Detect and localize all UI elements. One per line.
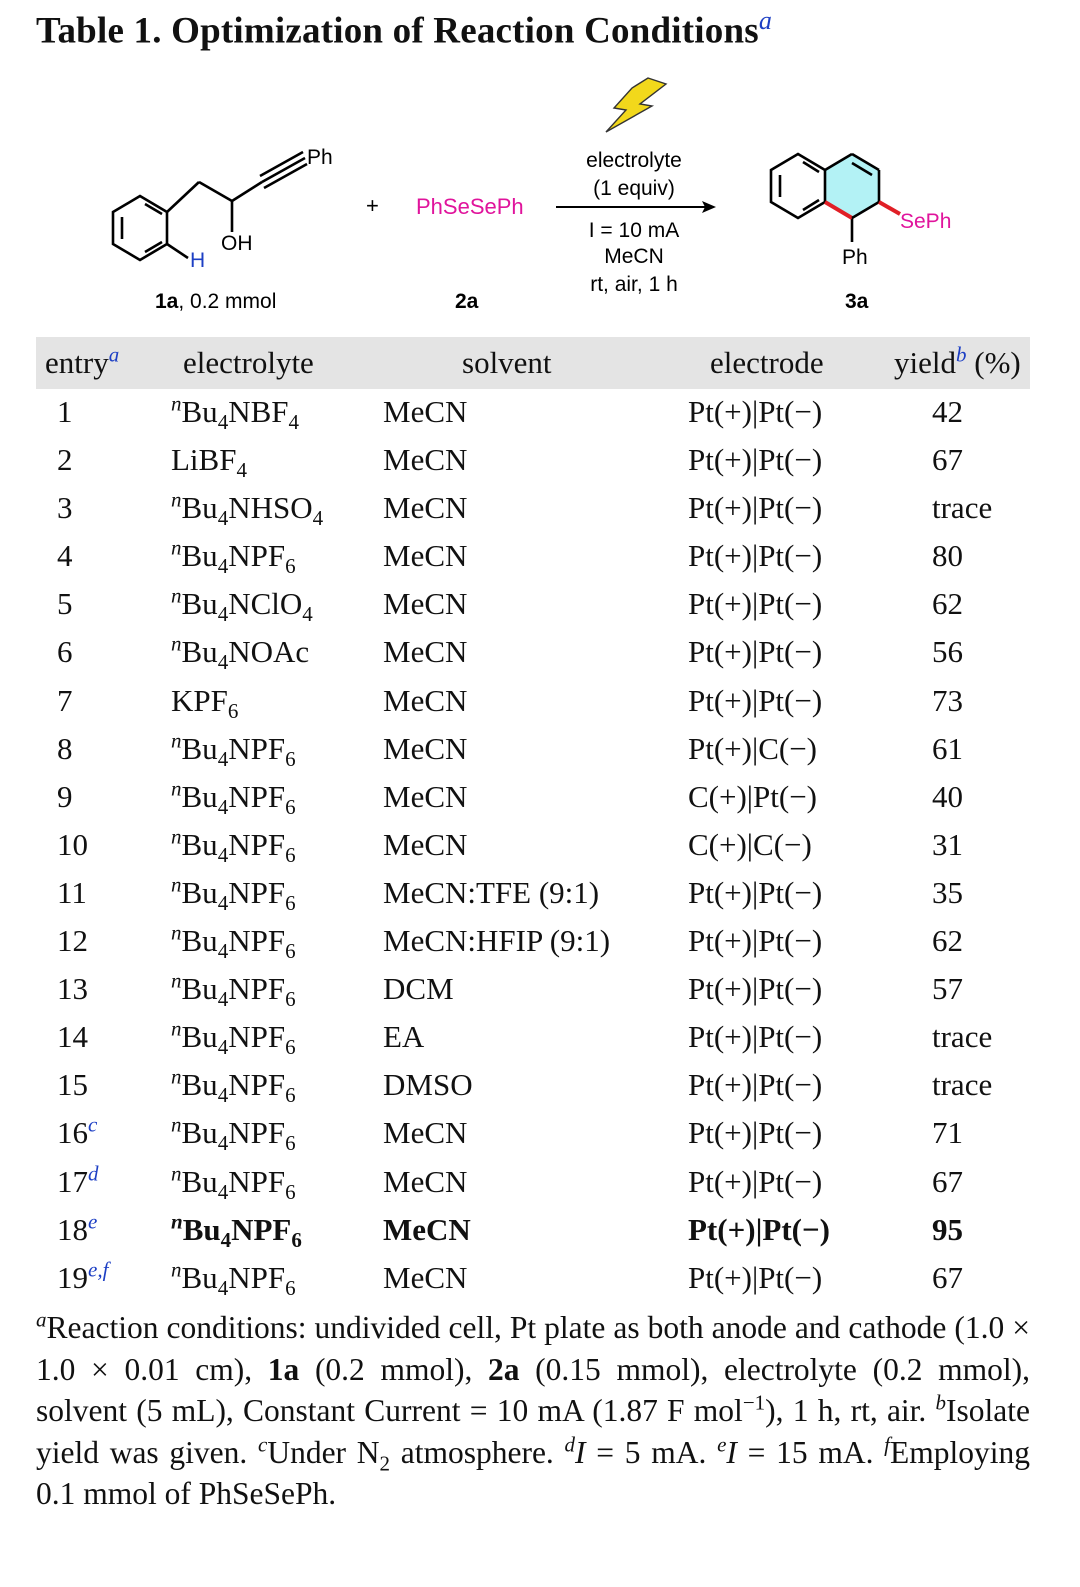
table-row <box>0 822 1080 870</box>
reactant2-formula: PhSeSePh <box>416 194 524 219</box>
reaction-scheme <box>0 70 1080 340</box>
cell-solvent: MeCN <box>383 586 468 622</box>
cell-entry: 17$^d$ <box>57 1161 99 1199</box>
column-header-entry: entry$^a$ <box>45 342 120 380</box>
table-footnote: $^a$Reaction conditions: undivided cell, Pt plate as both anode and cathode (1.0 × 1.0 × 0.01 cm), 1a (0.2 mmol), 2a (0.15 mmol), electrolyte (0.2 mmol), solvent (5 mL), Constant Current = 10 mA (1.87 F mol$^{-1}$), 1 h, rt, air. $^b$Isolate yield was given. $^c$Under $N_2$ atmosphere. $^d$I = 5 mA. $^e$I = 15 mA. $^f$Employing 0.1 mmol of PhSeSePh. <box>36 1307 1031 1511</box>
cell-yield: 95 <box>932 1211 963 1247</box>
cell-electrolyte: $^nBu_4NPF_6$ <box>171 1257 296 1300</box>
cell-solvent: EA <box>383 1019 425 1055</box>
reactant2-label: 2a <box>455 290 479 313</box>
cell-yield: 57 <box>932 971 963 1007</box>
cell-electrode: Pt(+)|Pt(−) <box>688 442 823 478</box>
table-row <box>0 726 1080 774</box>
product-label: 3a <box>845 290 869 313</box>
cell-electrode: Pt(+)|Pt(−) <box>688 634 823 670</box>
reactant1-oh-label: OH <box>221 232 253 255</box>
cell-entry: 4 <box>57 538 73 574</box>
cell-entry: 9 <box>57 778 73 814</box>
table-row <box>0 581 1080 629</box>
cell-yield: 67 <box>932 1259 963 1295</box>
reaction-conditions <box>586 149 682 296</box>
cell-solvent: MeCN <box>383 538 468 574</box>
cell-electrolyte: $^nBu_4NPF_6$ <box>171 1161 296 1204</box>
cell-entry: 16$^c$ <box>57 1113 98 1151</box>
table-row <box>0 389 1080 437</box>
cell-entry: 6 <box>57 634 73 670</box>
table-row <box>0 533 1080 581</box>
cell-electrode: Pt(+)|C(−) <box>688 730 817 766</box>
cell-electrolyte: $^nBu_4NPF_6$ <box>171 1113 296 1156</box>
cell-electrode: Pt(+)|Pt(−) <box>688 682 823 718</box>
table-row <box>0 437 1080 485</box>
plus-sign: + <box>366 193 379 218</box>
table-body <box>0 389 1080 1303</box>
cell-electrolyte: $^nBu_4NHSO_4$ <box>171 487 324 531</box>
cell-electrode: Pt(+)|Pt(−) <box>688 586 823 622</box>
table-row <box>0 1159 1080 1207</box>
lightning-bolt-icon <box>606 78 666 132</box>
cell-yield: 71 <box>932 1115 963 1151</box>
table-row <box>0 485 1080 533</box>
cell-solvent: MeCN:TFE (9:1) <box>383 874 600 910</box>
cell-yield: 42 <box>932 394 963 429</box>
product-seph-label: SePh <box>900 210 952 233</box>
cell-electrolyte: $^nBu_4NOAc$ <box>171 632 310 675</box>
cell-yield: 61 <box>932 730 963 766</box>
cell-electrolyte: $^nBu_4NPF_6$ <box>171 824 296 868</box>
cell-electrode: Pt(+)|Pt(−) <box>688 874 823 910</box>
cell-entry: 7 <box>57 682 73 718</box>
cell-entry: 11 <box>57 874 87 910</box>
cell-entry: 1 <box>57 394 73 429</box>
svg-text:rt, air, 1 h: rt, air, 1 h <box>590 273 678 296</box>
cell-electrode: Pt(+)|Pt(−) <box>688 490 823 526</box>
cell-solvent: MeCN <box>383 682 468 718</box>
cell-entry: 14 <box>57 1019 88 1055</box>
cell-yield: 73 <box>932 682 963 718</box>
cell-electrolyte: $KPF_6$ <box>171 682 239 723</box>
cell-electrode: Pt(+)|Pt(−) <box>688 394 823 429</box>
cell-electrolyte: $^nBu_4NPF_6$ <box>171 728 296 771</box>
cell-electrolyte: $^nBu_4NPF_6$ <box>171 1016 296 1060</box>
svg-text:I = 10 mA: I = 10 mA <box>588 219 680 242</box>
cell-entry: 5 <box>57 586 73 622</box>
cell-electrolyte: $^nBu_4NPF_6$ <box>171 776 296 819</box>
cell-entry: 18e <box>57 1209 98 1247</box>
cell-electrode: C(+)|C(−) <box>688 826 812 862</box>
cell-electrode: Pt(+)|Pt(−) <box>688 1211 830 1247</box>
cell-yield: 40 <box>932 778 963 814</box>
cell-electrode: Pt(+)|Pt(−) <box>688 538 823 574</box>
cell-solvent: DMSO <box>383 1067 473 1103</box>
cell-entry: 15 <box>57 1067 88 1103</box>
cell-yield: 62 <box>932 923 963 959</box>
cell-electrolyte: $^nBu_4NPF_6$ <box>171 872 296 916</box>
cell-solvent: MeCN:HFIP (9:1) <box>383 923 611 959</box>
cell-solvent: MeCN <box>383 394 468 429</box>
cell-yield: trace <box>932 490 993 526</box>
cell-electrode: Pt(+)|Pt(−) <box>688 1019 823 1055</box>
cell-yield: 67 <box>932 442 963 478</box>
cell-electrolyte: LiBF$_4$ <box>171 442 247 483</box>
cell-solvent: MeCN <box>383 1163 468 1199</box>
cell-electrolyte: $^nBu_4NPF_6$ <box>171 535 296 579</box>
cell-electrolyte: $^nBu_4NPF_6$ <box>171 1064 296 1108</box>
cell-electrode: Pt(+)|Pt(−) <box>688 1259 823 1295</box>
cell-entry: 19$^{e,f}$ <box>57 1257 109 1295</box>
cell-electrode: Pt(+)|Pt(−) <box>688 971 823 1007</box>
cell-yield: 31 <box>932 826 963 862</box>
cell-electrode: Pt(+)|Pt(−) <box>688 1163 823 1199</box>
reactant1-ph-label: Ph <box>307 146 333 169</box>
product-ph-label: Ph <box>842 246 868 269</box>
cell-electrode: Pt(+)|Pt(−) <box>688 1115 823 1151</box>
column-header-electrolyte: electrolyte <box>183 345 314 380</box>
cell-yield: 67 <box>932 1163 963 1199</box>
cell-solvent: DCM <box>383 971 454 1007</box>
svg-text:(1 equiv): (1 equiv) <box>593 177 675 200</box>
cell-yield: 35 <box>932 874 963 910</box>
cell-solvent: MeCN <box>383 1259 468 1295</box>
cell-solvent: MeCN <box>383 442 468 478</box>
cell-solvent: MeCN <box>383 778 468 814</box>
cell-yield: trace <box>932 1019 993 1055</box>
table-row <box>0 774 1080 822</box>
table-row <box>0 678 1080 726</box>
cell-electrolyte: $^nBu_4NClO_4$ <box>171 584 313 627</box>
cell-entry: 2 <box>57 442 73 478</box>
cell-solvent: MeCN <box>383 730 468 766</box>
cell-electrolyte: $^nBu_4NPF_6$ <box>171 968 296 1012</box>
svg-text:electrolyte: electrolyte <box>586 149 682 172</box>
cell-solvent: MeCN <box>383 1115 468 1151</box>
column-header-electrode: electrode <box>710 345 824 380</box>
cell-electrode: Pt(+)|Pt(−) <box>688 923 823 959</box>
table-row <box>0 1110 1080 1158</box>
cell-electrode: C(+)|Pt(−) <box>688 778 817 814</box>
cell-solvent: MeCN <box>383 826 468 862</box>
cell-entry: 3 <box>57 490 73 526</box>
table-row <box>0 870 1080 918</box>
cell-electrolyte: $^nBu_4NPF_6$ <box>171 920 296 964</box>
cell-electrode: Pt(+)|Pt(−) <box>688 1067 823 1103</box>
cell-electrolyte: $^nBu_4NPF_6$ <box>171 1209 302 1252</box>
svg-text:MeCN: MeCN <box>604 245 664 268</box>
table-row <box>0 1207 1080 1255</box>
reactant1-h-label: H <box>190 249 206 272</box>
cell-electrolyte: $^nBu_4NBF_4$ <box>171 391 299 435</box>
cell-yield: 62 <box>932 586 963 622</box>
table-row <box>0 1062 1080 1110</box>
cell-yield: 56 <box>932 634 963 670</box>
cell-yield: 80 <box>932 538 963 574</box>
cell-entry: 12 <box>57 923 88 959</box>
cell-entry: 8 <box>57 730 73 766</box>
reactant-1a-structure <box>113 152 307 260</box>
reactant1-label: 1a, 0.2 mmol <box>155 290 277 313</box>
column-header-solvent: solvent <box>462 345 552 380</box>
table-row <box>0 918 1080 966</box>
cell-entry: 10 <box>57 826 88 862</box>
table-row <box>0 1255 1080 1303</box>
table-row <box>0 629 1080 677</box>
cell-solvent: MeCN <box>383 490 468 526</box>
cell-solvent: MeCN <box>383 1211 471 1247</box>
cell-entry: 13 <box>57 971 88 1007</box>
product-3a-structure <box>771 154 900 242</box>
column-header-yield: yield$^b$ (%) <box>894 342 1021 380</box>
cell-solvent: MeCN <box>383 634 468 670</box>
table-row <box>0 966 1080 1014</box>
cell-yield: trace <box>932 1067 993 1103</box>
table-title: Table 1. Optimization of Reaction Conditions$^a$ <box>36 6 773 52</box>
table-row <box>0 1014 1080 1062</box>
